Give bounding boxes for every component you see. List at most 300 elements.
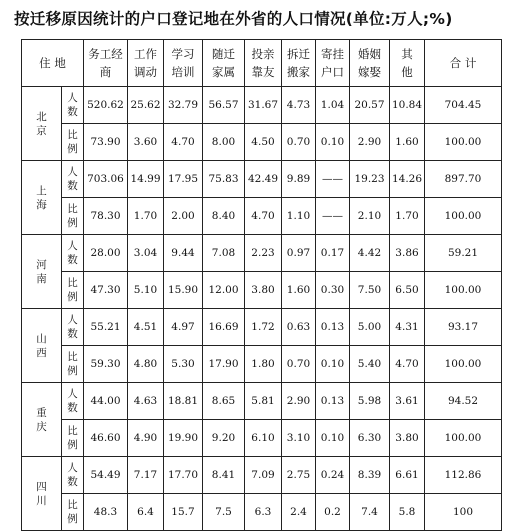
place-label: 重 庆 bbox=[36, 406, 47, 433]
value-cell bbox=[316, 494, 350, 531]
cell-value: 0.10 bbox=[320, 358, 345, 370]
column-header bbox=[164, 40, 203, 87]
cell-value: 100.00 bbox=[444, 432, 482, 444]
value-cell bbox=[350, 383, 390, 420]
value-cell bbox=[390, 383, 425, 420]
place-label: 河 南 bbox=[36, 258, 47, 285]
cell-value: 47.30 bbox=[90, 284, 121, 296]
value-cell bbox=[390, 124, 425, 161]
cell-value: 7.5 bbox=[215, 506, 232, 518]
cell-value: 8.39 bbox=[357, 469, 382, 481]
place-label: 上 海 bbox=[36, 184, 47, 211]
value-cell bbox=[164, 235, 203, 272]
value-cell bbox=[84, 420, 128, 457]
value-cell bbox=[282, 161, 316, 198]
value-cell bbox=[425, 161, 502, 198]
cell-value: 100.00 bbox=[444, 136, 482, 148]
cell-value: 0.24 bbox=[320, 469, 345, 481]
cell-value: 1.60 bbox=[395, 136, 419, 148]
value-cell bbox=[164, 198, 203, 235]
corner-header bbox=[22, 40, 84, 87]
cell-value: 2.10 bbox=[357, 210, 382, 222]
cell-value: 1.80 bbox=[251, 358, 275, 370]
row-type-count bbox=[62, 383, 84, 420]
table-row bbox=[22, 87, 502, 124]
value-cell bbox=[203, 161, 245, 198]
cell-value: 0.70 bbox=[286, 358, 311, 370]
value-cell bbox=[164, 457, 203, 494]
value-cell bbox=[350, 198, 390, 235]
value-cell bbox=[128, 235, 164, 272]
cell-value: 19.23 bbox=[354, 173, 385, 185]
place-label: 四 川 bbox=[36, 480, 47, 507]
column-header-label: 寄挂 户口 bbox=[321, 47, 344, 79]
row-type-ratio bbox=[62, 346, 84, 383]
cell-value: 1.60 bbox=[286, 284, 311, 296]
value-cell bbox=[390, 198, 425, 235]
value-cell bbox=[164, 161, 203, 198]
table-row bbox=[22, 124, 502, 161]
value-cell bbox=[282, 457, 316, 494]
value-cell bbox=[390, 494, 425, 531]
row-type-label: 人 数 bbox=[67, 462, 78, 488]
table-body bbox=[22, 40, 502, 531]
cell-value: 1.70 bbox=[133, 210, 158, 222]
value-cell bbox=[245, 420, 282, 457]
value-cell bbox=[350, 346, 390, 383]
value-cell bbox=[128, 457, 164, 494]
corner-header-label: 住 地 bbox=[39, 56, 66, 70]
statistics-table bbox=[21, 39, 502, 531]
value-cell bbox=[128, 346, 164, 383]
cell-value: 100.00 bbox=[444, 210, 482, 222]
cell-value: 9.89 bbox=[286, 173, 311, 185]
value-cell bbox=[245, 235, 282, 272]
cell-value: 8.41 bbox=[211, 469, 236, 481]
cell-value: 5.8 bbox=[398, 506, 416, 518]
cell-value: 14.99 bbox=[130, 173, 161, 185]
value-cell bbox=[245, 457, 282, 494]
cell-value: 0.70 bbox=[286, 136, 311, 148]
value-cell bbox=[84, 272, 128, 309]
cell-value: 5.40 bbox=[357, 358, 382, 370]
cell-value: 3.86 bbox=[395, 247, 419, 259]
cell-value: 4.73 bbox=[286, 99, 311, 111]
cell-value: 17.70 bbox=[167, 469, 199, 481]
cell-value: 0.63 bbox=[286, 321, 311, 333]
cell-value: 2.00 bbox=[171, 210, 195, 222]
cell-value: 6.61 bbox=[395, 469, 419, 481]
value-cell bbox=[203, 383, 245, 420]
row-type-count bbox=[62, 161, 84, 198]
cell-value: 4.70 bbox=[395, 358, 419, 370]
value-cell bbox=[84, 161, 128, 198]
cell-value: 7.09 bbox=[251, 469, 275, 481]
cell-value: 42.49 bbox=[247, 173, 279, 185]
row-type-label: 人 数 bbox=[67, 92, 78, 118]
cell-value: 28.00 bbox=[90, 247, 121, 259]
cell-value: 5.00 bbox=[357, 321, 382, 333]
column-header-label: 其 他 bbox=[401, 47, 413, 79]
value-cell bbox=[84, 124, 128, 161]
cell-value: 3.80 bbox=[395, 432, 419, 444]
value-cell bbox=[316, 87, 350, 124]
cell-value: 46.60 bbox=[90, 432, 121, 444]
value-cell bbox=[316, 161, 350, 198]
value-cell bbox=[316, 420, 350, 457]
value-cell bbox=[390, 161, 425, 198]
value-cell bbox=[390, 346, 425, 383]
value-cell bbox=[282, 124, 316, 161]
value-cell bbox=[425, 494, 502, 531]
cell-value: 4.42 bbox=[357, 247, 382, 259]
cell-value: 5.10 bbox=[133, 284, 158, 296]
value-cell bbox=[203, 198, 245, 235]
cell-value: 54.49 bbox=[90, 469, 121, 481]
cell-value: —— bbox=[322, 210, 343, 222]
column-header-label: 拆迁 搬家 bbox=[287, 47, 310, 79]
value-cell bbox=[245, 161, 282, 198]
cell-value: 520.62 bbox=[87, 99, 124, 111]
value-cell bbox=[350, 420, 390, 457]
value-cell bbox=[390, 309, 425, 346]
cell-value: 704.45 bbox=[444, 99, 482, 111]
value-cell bbox=[425, 198, 502, 235]
value-cell bbox=[350, 87, 390, 124]
value-cell bbox=[390, 272, 425, 309]
value-cell bbox=[316, 457, 350, 494]
column-header bbox=[203, 40, 245, 87]
value-cell bbox=[203, 87, 245, 124]
cell-value: 897.70 bbox=[444, 173, 482, 185]
value-cell bbox=[425, 346, 502, 383]
cell-value: 56.57 bbox=[208, 99, 239, 111]
value-cell bbox=[350, 124, 390, 161]
cell-value: 2.4 bbox=[290, 506, 307, 518]
cell-value: 15.7 bbox=[171, 506, 195, 518]
value-cell bbox=[316, 383, 350, 420]
cell-value: 6.30 bbox=[357, 432, 382, 444]
value-cell bbox=[425, 235, 502, 272]
cell-value: 8.40 bbox=[211, 210, 236, 222]
cell-value: 4.63 bbox=[133, 395, 158, 407]
value-cell bbox=[282, 235, 316, 272]
cell-value: 9.20 bbox=[211, 432, 236, 444]
value-cell bbox=[350, 309, 390, 346]
row-type-label: 人 数 bbox=[67, 240, 78, 266]
cell-value: 75.83 bbox=[208, 173, 239, 185]
row-type-count bbox=[62, 457, 84, 494]
column-header bbox=[390, 40, 425, 87]
value-cell bbox=[203, 494, 245, 531]
cell-value: 0.13 bbox=[320, 395, 345, 407]
value-cell bbox=[164, 346, 203, 383]
table-row bbox=[22, 309, 502, 346]
cell-value: 2.75 bbox=[286, 469, 311, 481]
value-cell bbox=[245, 198, 282, 235]
cell-value: 0.10 bbox=[320, 136, 345, 148]
cell-value: 0.17 bbox=[320, 247, 345, 259]
row-type-label: 比 例 bbox=[67, 499, 78, 525]
value-cell bbox=[425, 420, 502, 457]
row-type-label: 比 例 bbox=[67, 203, 78, 229]
table-row bbox=[22, 161, 502, 198]
value-cell bbox=[316, 124, 350, 161]
cell-value: 0.10 bbox=[320, 432, 345, 444]
cell-value: 4.97 bbox=[171, 321, 195, 333]
cell-value: 100.00 bbox=[444, 284, 482, 296]
value-cell bbox=[203, 124, 245, 161]
place-cell bbox=[22, 235, 62, 309]
value-cell bbox=[84, 87, 128, 124]
value-cell bbox=[425, 87, 502, 124]
cell-value: 5.81 bbox=[251, 395, 275, 407]
table-row bbox=[22, 198, 502, 235]
row-type-label: 比 例 bbox=[67, 129, 78, 155]
row-type-count bbox=[62, 235, 84, 272]
value-cell bbox=[245, 272, 282, 309]
value-cell bbox=[282, 87, 316, 124]
row-type-label: 人 数 bbox=[67, 388, 78, 414]
value-cell bbox=[84, 383, 128, 420]
cell-value: 1.10 bbox=[286, 210, 311, 222]
header-row bbox=[22, 40, 502, 87]
cell-value: 1.70 bbox=[395, 210, 419, 222]
cell-value: 3.10 bbox=[286, 432, 311, 444]
cell-value: 15.90 bbox=[167, 284, 199, 296]
place-cell bbox=[22, 457, 62, 531]
cell-value: 9.44 bbox=[171, 247, 195, 259]
value-cell bbox=[390, 457, 425, 494]
cell-value: 59.30 bbox=[90, 358, 121, 370]
value-cell bbox=[390, 420, 425, 457]
value-cell bbox=[203, 457, 245, 494]
value-cell bbox=[316, 272, 350, 309]
value-cell bbox=[282, 309, 316, 346]
value-cell bbox=[350, 235, 390, 272]
cell-value: 3.04 bbox=[133, 247, 158, 259]
cell-value: —— bbox=[322, 173, 343, 185]
value-cell bbox=[84, 346, 128, 383]
cell-value: 3.61 bbox=[395, 395, 419, 407]
value-cell bbox=[425, 272, 502, 309]
column-header-label: 投亲 靠友 bbox=[251, 47, 275, 79]
column-header bbox=[128, 40, 164, 87]
row-type-ratio bbox=[62, 124, 84, 161]
value-cell bbox=[203, 272, 245, 309]
value-cell bbox=[245, 309, 282, 346]
cell-value: 2.90 bbox=[286, 395, 311, 407]
value-cell bbox=[203, 346, 245, 383]
column-header-label: 工作 调动 bbox=[134, 47, 157, 79]
row-type-label: 比 例 bbox=[67, 425, 78, 451]
cell-value: 93.17 bbox=[447, 321, 479, 333]
value-cell bbox=[128, 87, 164, 124]
value-cell bbox=[245, 383, 282, 420]
value-cell bbox=[350, 457, 390, 494]
cell-value: 100 bbox=[452, 506, 474, 518]
cell-value: 59.21 bbox=[447, 247, 479, 259]
table-row bbox=[22, 383, 502, 420]
row-type-ratio bbox=[62, 198, 84, 235]
value-cell bbox=[425, 383, 502, 420]
cell-value: 703.06 bbox=[87, 173, 124, 185]
row-type-label: 比 例 bbox=[67, 277, 78, 303]
place-cell bbox=[22, 87, 62, 161]
cell-value: 5.98 bbox=[357, 395, 382, 407]
value-cell bbox=[316, 198, 350, 235]
value-cell bbox=[128, 272, 164, 309]
cell-value: 16.69 bbox=[208, 321, 239, 333]
column-header-label: 婚姻 嫁娶 bbox=[358, 47, 381, 79]
cell-value: 4.70 bbox=[251, 210, 275, 222]
cell-value: 3.60 bbox=[133, 136, 158, 148]
column-header bbox=[84, 40, 128, 87]
cell-value: 94.52 bbox=[447, 395, 479, 407]
cell-value: 6.50 bbox=[395, 284, 419, 296]
column-header bbox=[245, 40, 282, 87]
cell-value: 6.10 bbox=[251, 432, 275, 444]
value-cell bbox=[164, 494, 203, 531]
row-type-count bbox=[62, 87, 84, 124]
cell-value: 3.80 bbox=[251, 284, 275, 296]
value-cell bbox=[128, 383, 164, 420]
value-cell bbox=[350, 494, 390, 531]
table-row bbox=[22, 420, 502, 457]
value-cell bbox=[282, 198, 316, 235]
cell-value: 31.67 bbox=[247, 99, 279, 111]
cell-value: 32.79 bbox=[167, 99, 199, 111]
table-row bbox=[22, 457, 502, 494]
cell-value: 2.23 bbox=[251, 247, 275, 259]
cell-value: 5.30 bbox=[171, 358, 195, 370]
value-cell bbox=[390, 87, 425, 124]
value-cell bbox=[164, 309, 203, 346]
value-cell bbox=[128, 161, 164, 198]
value-cell bbox=[425, 124, 502, 161]
value-cell bbox=[245, 124, 282, 161]
place-label: 北 京 bbox=[36, 110, 47, 137]
value-cell bbox=[282, 272, 316, 309]
row-type-ratio bbox=[62, 272, 84, 309]
cell-value: 14.26 bbox=[391, 173, 423, 185]
cell-value: 7.08 bbox=[211, 247, 236, 259]
value-cell bbox=[128, 420, 164, 457]
value-cell bbox=[316, 346, 350, 383]
value-cell bbox=[316, 309, 350, 346]
value-cell bbox=[164, 272, 203, 309]
cell-value: 6.3 bbox=[254, 506, 272, 518]
value-cell bbox=[164, 87, 203, 124]
cell-value: 4.50 bbox=[251, 136, 275, 148]
table-row bbox=[22, 235, 502, 272]
value-cell bbox=[84, 235, 128, 272]
cell-value: 10.84 bbox=[391, 99, 423, 111]
cell-value: 4.31 bbox=[395, 321, 419, 333]
value-cell bbox=[128, 198, 164, 235]
cell-value: 8.65 bbox=[211, 395, 236, 407]
cell-value: 17.95 bbox=[167, 173, 199, 185]
column-header-label: 随迁 家属 bbox=[212, 47, 235, 79]
cell-value: 73.90 bbox=[90, 136, 121, 148]
cell-value: 2.90 bbox=[357, 136, 382, 148]
cell-value: 7.4 bbox=[361, 506, 378, 518]
table-row bbox=[22, 272, 502, 309]
cell-value: 17.90 bbox=[208, 358, 239, 370]
cell-value: 48.3 bbox=[93, 506, 118, 518]
value-cell bbox=[245, 87, 282, 124]
column-header-label: 务工经 商 bbox=[88, 47, 123, 79]
cell-value: 44.00 bbox=[90, 395, 121, 407]
value-cell bbox=[245, 494, 282, 531]
cell-value: 19.90 bbox=[167, 432, 199, 444]
cell-value: 18.81 bbox=[167, 395, 199, 407]
value-cell bbox=[128, 124, 164, 161]
value-cell bbox=[84, 309, 128, 346]
cell-value: 4.80 bbox=[133, 358, 158, 370]
place-cell bbox=[22, 161, 62, 235]
row-type-count bbox=[62, 309, 84, 346]
page-title: 按迁移原因统计的户口登记地在外省的人口情况(单位:万人;%) bbox=[14, 10, 453, 28]
column-header bbox=[350, 40, 390, 87]
cell-value: 4.90 bbox=[133, 432, 158, 444]
row-type-ratio bbox=[62, 420, 84, 457]
value-cell bbox=[203, 235, 245, 272]
cell-value: 8.00 bbox=[211, 136, 236, 148]
value-cell bbox=[128, 494, 164, 531]
value-cell bbox=[425, 457, 502, 494]
cell-value: 12.00 bbox=[208, 284, 239, 296]
cell-value: 0.30 bbox=[320, 284, 345, 296]
value-cell bbox=[425, 309, 502, 346]
value-cell bbox=[282, 420, 316, 457]
column-header-label: 学习 培训 bbox=[171, 47, 195, 79]
value-cell bbox=[350, 272, 390, 309]
value-cell bbox=[128, 309, 164, 346]
cell-value: 20.57 bbox=[354, 99, 385, 111]
row-type-label: 比 例 bbox=[67, 351, 78, 377]
cell-value: 0.2 bbox=[324, 506, 341, 518]
column-header bbox=[316, 40, 350, 87]
value-cell bbox=[282, 494, 316, 531]
place-cell bbox=[22, 383, 62, 457]
column-header bbox=[282, 40, 316, 87]
cell-value: 100.00 bbox=[444, 358, 482, 370]
value-cell bbox=[84, 494, 128, 531]
value-cell bbox=[245, 346, 282, 383]
value-cell bbox=[164, 124, 203, 161]
value-cell bbox=[282, 346, 316, 383]
value-cell bbox=[350, 161, 390, 198]
place-cell bbox=[22, 309, 62, 383]
cell-value: 4.51 bbox=[133, 321, 158, 333]
value-cell bbox=[164, 383, 203, 420]
table-row bbox=[22, 346, 502, 383]
cell-value: 0.97 bbox=[286, 247, 311, 259]
table-row bbox=[22, 494, 502, 531]
cell-value: 0.13 bbox=[320, 321, 345, 333]
cell-value: 7.50 bbox=[357, 284, 382, 296]
cell-value: 6.4 bbox=[137, 506, 154, 518]
cell-value: 7.17 bbox=[133, 469, 158, 481]
cell-value: 25.62 bbox=[130, 99, 161, 111]
column-header bbox=[425, 40, 502, 87]
value-cell bbox=[282, 383, 316, 420]
cell-value: 78.30 bbox=[90, 210, 121, 222]
place-label: 山 西 bbox=[36, 332, 47, 359]
row-type-label: 人 数 bbox=[67, 314, 78, 340]
row-type-label: 人 数 bbox=[67, 166, 78, 192]
